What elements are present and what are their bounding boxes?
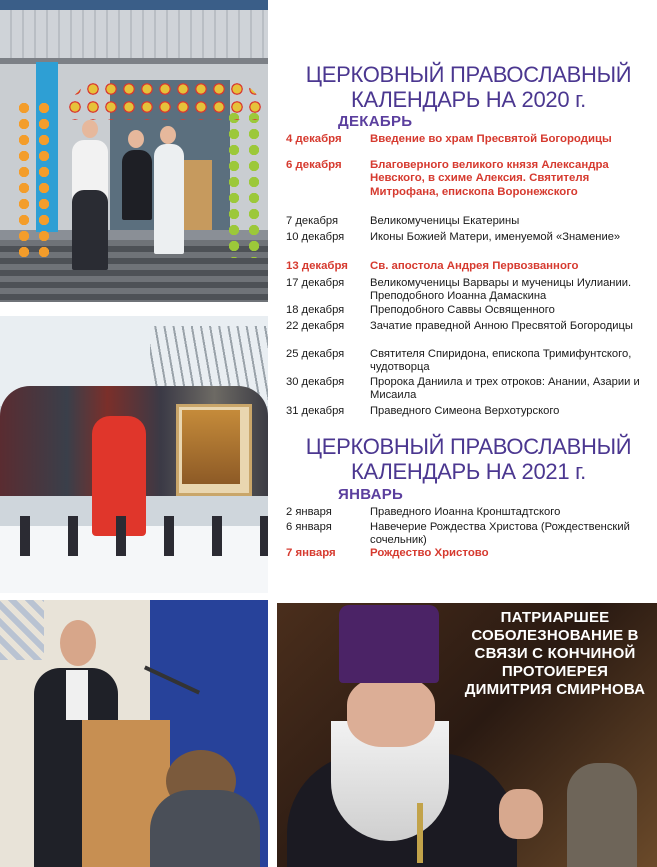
calendar-entry-text: Великомученицы Варвары и мученицы Иулиании. Преподобного Иоанна Дамаскина	[370, 277, 632, 303]
school-ceremony-photo	[0, 0, 268, 302]
calendar-2020-title-line1: ЦЕРКОВНЫЙ ПРАВОСЛАВНЫЙ	[305, 62, 632, 87]
month-heading-december: ДЕКАБРЬ	[338, 113, 413, 130]
calendar-entry-date: 22 декабря	[286, 320, 345, 332]
calendar-entry-date: 7 декабря	[286, 215, 339, 227]
calendar-entry-date: 18 декабря	[286, 304, 345, 316]
calendar-entry-date: 25 декабря	[286, 348, 345, 360]
calendar-entry-text: Зачатие праведной Анною Пресвятой Богородицы	[370, 320, 633, 332]
calendar-2021-title-line2: КАЛЕНДАРЬ НА 2021 г.	[351, 459, 586, 484]
calendar-entry-date: 17 декабря	[286, 277, 345, 289]
calendar-entry-date: 4 декабря	[286, 133, 342, 145]
calendar-entry-text: Великомученицы Екатерины	[370, 215, 520, 227]
speaker-photo	[0, 600, 268, 867]
calendar-entry-date: 10 декабря	[286, 231, 345, 243]
calendar-entry-text: Преподобного Саввы Освященного	[370, 304, 555, 316]
calendar-entry-text: Святителя Спиридона, епископа Тримифунтского, чудотворца	[370, 348, 632, 374]
calendar-entry-text: Рождество Христово	[370, 547, 489, 559]
calendar-entry-date: 31 декабря	[286, 405, 345, 417]
calendar-entry-text: Праведного Симеона Верхотурского	[370, 405, 560, 417]
calendar-entry-text: Навечерие Рождества Христова (Рождественский сочельник)	[370, 521, 630, 547]
calendar-2020-title-line2: КАЛЕНДАРЬ НА 2020 г.	[351, 87, 586, 112]
calendar-2021-title-line1: ЦЕРКОВНЫЙ ПРАВОСЛАВНЫЙ	[305, 434, 632, 459]
calendar-entry-date: 2 января	[286, 506, 332, 518]
calendar-entry-date: 13 декабря	[286, 260, 348, 272]
calendar-entry-text: Иконы Божией Матери, именуемой «Знамение»	[370, 231, 621, 243]
priest-photo	[277, 603, 657, 867]
calendar-entry-date: 7 января	[286, 547, 336, 559]
month-heading-january: ЯНВАРЬ	[338, 486, 404, 503]
calendar-entry-date: 6 декабря	[286, 159, 342, 171]
calendar-entry-text: Пророка Даниила и трех отроков: Анании, Азарии и Мисаила	[370, 376, 640, 402]
calendar-entry-date: 6 января	[286, 521, 332, 533]
priest-photo-caption: ПАТРИАРШЕЕ СОБОЛЕЗНОВАНИЕ В СВЯЗИ С КОНЧИНОЙ ПРОТОИЕРЕЯ ДИМИТРИЯ СМИРНОВА	[464, 609, 646, 698]
calendar-entry-text: Благоверного великого князя Александра Невского, в схиме Алексия. Святителя Митрофана, епископа Воронежского	[370, 159, 609, 198]
calendar-entry-text: Праведного Иоанна Кронштадтского	[370, 506, 561, 518]
calendar-entry-date: 30 декабря	[286, 376, 345, 388]
calendar-entry-text: Св. апостола Андрея Первозванного	[370, 260, 579, 272]
winter-procession-photo	[0, 316, 268, 593]
calendar-entry-text: Введение во храм Пресвятой Богородицы	[370, 133, 612, 145]
